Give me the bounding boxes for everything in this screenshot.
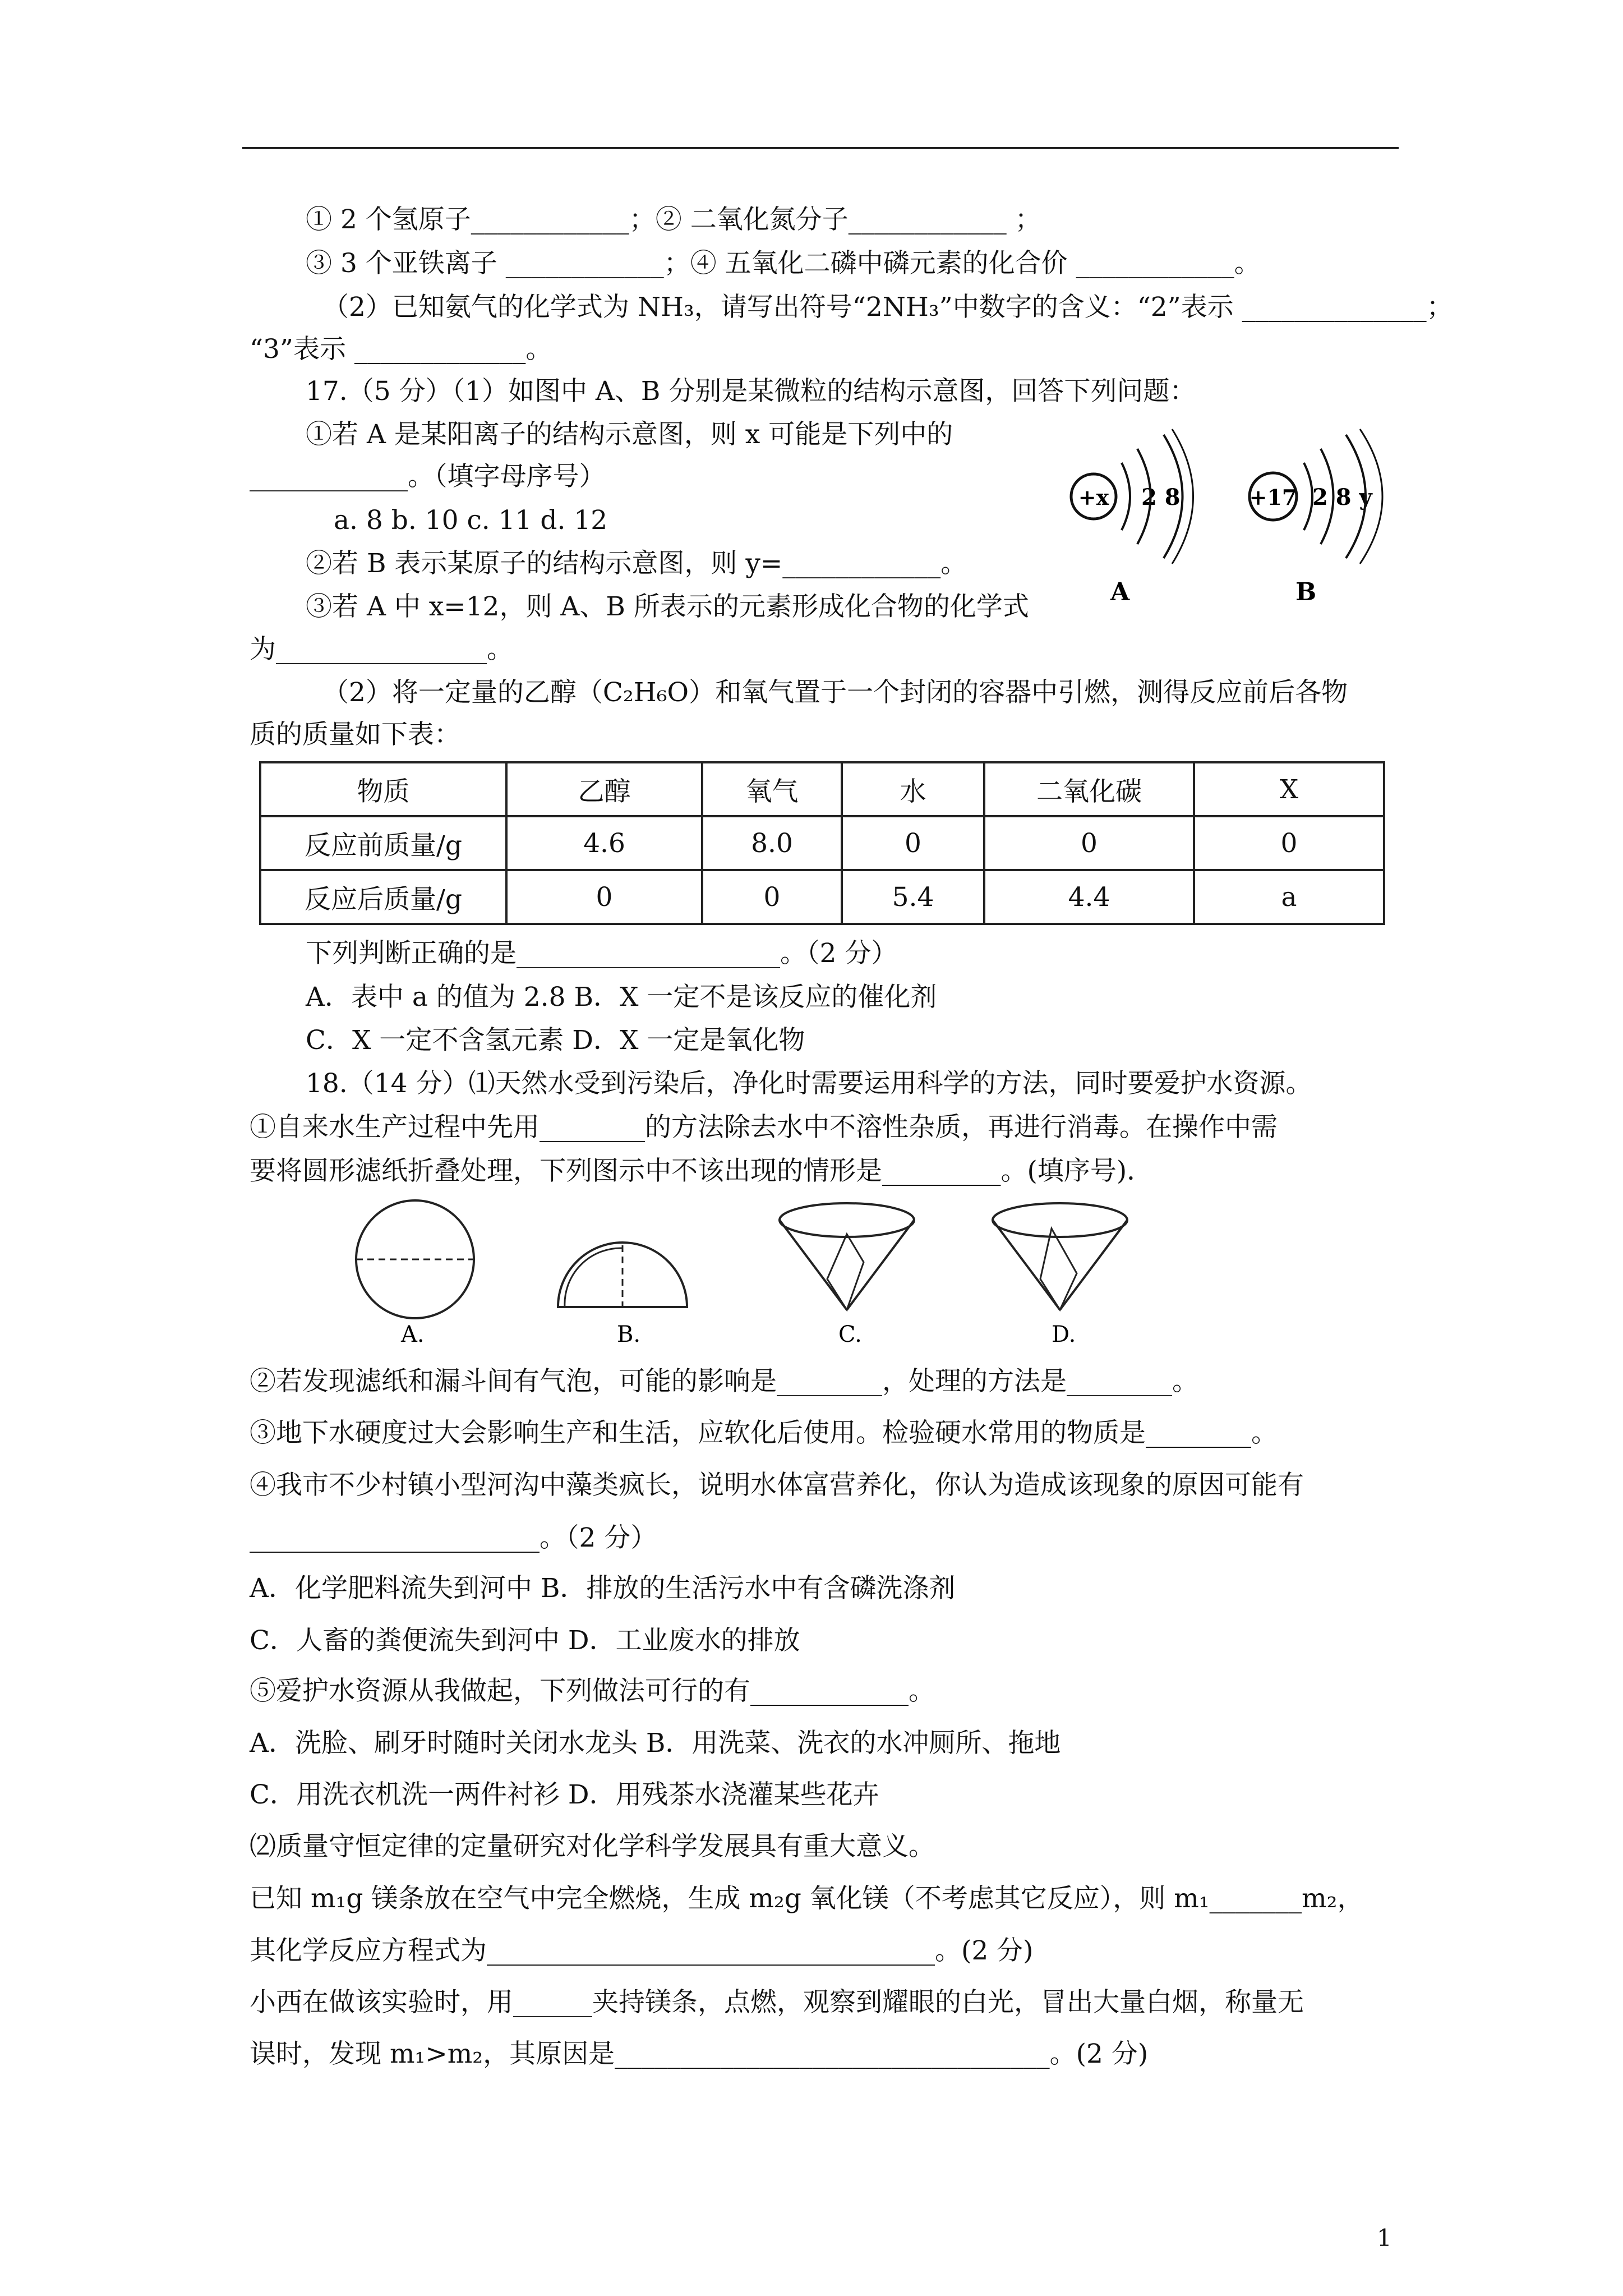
q18-title: 18.（14 分）⑴天然水受到污染后，净化时需要运用科学的方法，同时要爱护水资源。 (306, 1068, 1312, 1099)
q17-sub3: ③若 A 中 x=12，则 A、B 所表示的元素形成化合物的化学式 (306, 591, 1029, 622)
q17-sub1: ①若 A 是某阳离子的结构示意图，则 x 可能是下列中的 (306, 419, 953, 450)
atom-b-shells: 2 8 y (1312, 484, 1372, 510)
table-cell: 0 (984, 816, 1194, 870)
table-cell: 反应前质量/g (260, 816, 506, 870)
filter-label-c: C. (838, 1322, 862, 1347)
atom-b-label: B (1295, 578, 1317, 606)
atom-a-diagram (1071, 429, 1193, 606)
filter-figure-b (558, 1243, 687, 1347)
table-cell: a (1194, 870, 1384, 924)
q17-sub2: ②若 B 表示某原子的结构示意图，则 y=____________。 (306, 548, 967, 579)
filter-figure-d (993, 1203, 1127, 1347)
atom-a-label: A (1110, 578, 1130, 606)
table-cell: 4.6 (506, 816, 702, 870)
q18-part2-line4: 误时，发现 m₁>m₂，其原因是_________________________________。(2 分) (250, 2039, 1149, 2069)
filter-paper-figure (320, 1195, 1161, 1352)
atom-b-nucleus: +17 (1249, 485, 1297, 510)
table-header-cell: X (1194, 762, 1384, 816)
q18-sub4-blank: ______________________。（2 分） (250, 1522, 657, 1553)
q18-sub3: ③地下水硬度过大会影响生产和生活，应软化后使用。检验硬水常用的物质是________。 (250, 1418, 1278, 1448)
q16-line-1: ① 2 个氢原子____________；② 二氧化氮分子____________ ； (306, 204, 1041, 235)
filter-label-d: D. (1052, 1322, 1076, 1347)
q17-option-ab: A．表中 a 的值为 2.8 B．X 一定不是该反应的催化剂 (306, 982, 937, 1013)
q18-part2-line1: 已知 m₁g 镁条放在空气中完全燃烧，生成 m₂g 氧化镁（不考虑其它反应），则 m₁_______m₂， (250, 1883, 1364, 1914)
table-cell: 0 (506, 870, 702, 924)
q17-title: 17.（5 分）（1）如图中 A、B 分别是某微粒的结构示意图，回答下列问题： (306, 376, 1196, 407)
table-row (260, 870, 1384, 924)
q18-sub2: ②若发现滤纸和漏斗间有气泡，可能的影响是________，处理的方法是________。 (250, 1366, 1198, 1397)
q18-sub4-option-ab: A．化学肥料流失到河中 B．排放的生活污水中有含磷洗涤剂 (250, 1573, 956, 1604)
q17-sub1-blank: ____________。（填字母序号） (250, 461, 606, 492)
table-header-cell: 物质 (260, 762, 506, 816)
table-cell: 8.0 (702, 816, 842, 870)
q17-sub3-blank: 为________________。 (250, 634, 513, 665)
table-cell: 0 (702, 870, 842, 924)
table-cell: 0 (842, 816, 984, 870)
table-header-row (260, 762, 1384, 816)
table-header-cell: 水 (842, 762, 984, 816)
filter-label-b: B. (617, 1322, 641, 1347)
header-rule (242, 147, 1399, 149)
q18-part2-title: ⑵质量守恒定律的定量研究对化学科学发展具有重大意义。 (250, 1831, 935, 1862)
table-cell: 0 (1194, 816, 1384, 870)
table-header-cell: 二氧化碳 (984, 762, 1194, 816)
filter-figure-c (780, 1203, 914, 1347)
q16-part2-line: （2）已知氨气的化学式为 NH₃，请写出符号“2NH₃”中数字的含义：“2”表示 ______________； (322, 292, 1453, 323)
table-cell: 5.4 (842, 870, 984, 924)
q16-part2-cont: “3”表示 _____________。 (250, 334, 552, 365)
q17-option-cd: C．X 一定不含氢元素 D．X 一定是氧化物 (306, 1025, 805, 1056)
page-number: 1 (1377, 2224, 1392, 2252)
atom-structure-figure (1054, 426, 1413, 617)
q18-part2-line3: 小西在做该实验时，用______夹持镁条，点燃，观察到耀眼的白光，冒出大量白烟，称量无 (250, 1987, 1304, 2018)
q17-judge-line: 下列判断正确的是____________________。（2 分） (306, 938, 898, 969)
q18-part2-line2: 其化学反应方程式为__________________________________。(2 分) (250, 1935, 1034, 1966)
q18-sub1-cont: 要将圆形滤纸折叠处理，下列图示中不该出现的情形是_________。(填序号)． (250, 1156, 1154, 1186)
q17-part2-line: （2）将一定量的乙醇（C₂H₆O）和氧气置于一个封闭的容器中引燃，测得反应前后各物 (322, 677, 1348, 708)
q18-sub4-option-cd: C．人畜的粪便流失到河中 D．工业废水的排放 (250, 1625, 800, 1656)
table-header-cell: 乙醇 (506, 762, 702, 816)
mass-table (259, 761, 1385, 925)
q18-sub1: ①自来水生产过程中先用________的方法除去水中不溶性杂质，再进行消毒。在操作中需 (250, 1112, 1278, 1143)
filter-figure-a (356, 1200, 474, 1347)
q17-part2-cont: 质的质量如下表： (250, 719, 460, 750)
q18-sub5-option-cd: C．用洗衣机洗一两件衬衫 D．用残茶水浇灌某些花卉 (250, 1779, 879, 1810)
table-cell: 4.4 (984, 870, 1194, 924)
filter-label-a: A. (401, 1322, 425, 1347)
table-header-cell: 氧气 (702, 762, 842, 816)
q17-options: a. 8 b. 10 c. 11 d. 12 (334, 505, 608, 536)
table-cell: 反应后质量/g (260, 870, 506, 924)
atom-a-nucleus: +x (1078, 485, 1109, 510)
q18-sub5-option-ab: A．洗脸、刷牙时随时关闭水龙头 B．用洗菜、洗衣的水冲厕所、拖地 (250, 1728, 1061, 1759)
q18-sub4: ④我市不少村镇小型河沟中藻类疯长，说明水体富营养化，你认为造成该现象的原因可能有 (250, 1470, 1304, 1501)
atom-a-shells: 2 8 (1141, 484, 1181, 510)
atom-b-diagram (1249, 429, 1382, 606)
table-row (260, 816, 1384, 870)
q18-sub5: ⑤爱护水资源从我做起，下列做法可行的有____________。 (250, 1676, 935, 1706)
q16-line-2: ③ 3 个亚铁离子 ____________；④ 五氧化二磷中磷元素的化合价 ____________。 (306, 248, 1261, 279)
